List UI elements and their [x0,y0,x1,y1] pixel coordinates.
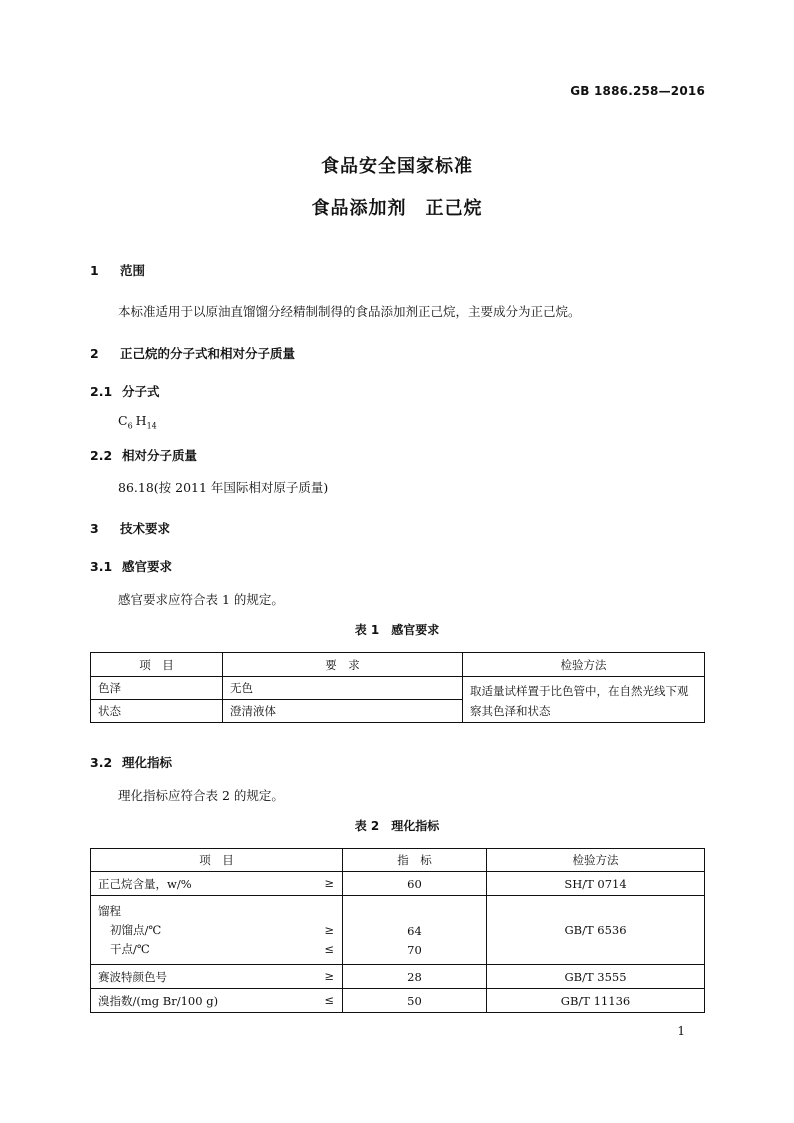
table-cell: 赛波特颜色号 ≥ [91,965,343,989]
section-title: 理化指标 [122,755,173,770]
section-2-2-heading [90,446,197,464]
section-3-2-heading [90,753,172,771]
table-cell: 28 [343,965,487,989]
table-header: 要 求 [223,653,463,677]
table-2-caption: 表 2 理化指标 [354,819,440,833]
standard-number: GB 1886.258—2016 [570,84,705,98]
table-cell: 色泽 [91,677,223,700]
table-row [91,872,705,896]
table-1-caption: 表 1 感官要求 [354,623,440,637]
table-cell: 取适量试样置于比色管中，在自然光线下观察其色泽和状态 [463,677,705,723]
section-2-1-heading [90,382,160,400]
section-title: 技术要求 [120,521,171,536]
table-header: 检验方法 [487,849,705,872]
page-title: 食品安全国家标准 [321,156,473,177]
section-1-text: 本标准适用于以原油直馏馏分经精制制得的食品添加剂正己烷，主要成分为正己烷。 [118,304,581,319]
page-number: 1 [677,1024,685,1038]
section-2-heading [90,344,295,362]
table-cell: 正己烷含量，w/% ≥ [91,872,343,896]
section-number: 2.2 [90,448,113,463]
table-cell: 60 [343,872,487,896]
section-number: 3 [90,521,99,536]
section-title: 相对分子质量 [122,448,198,463]
section-number: 1 [90,263,99,278]
table-cell: GB/T 3555 [487,965,705,989]
table-header: 项 目 [91,653,223,677]
table-row [91,677,705,700]
section-title: 分子式 [122,384,160,399]
table-cell: GB/T 6536 [487,896,705,965]
table-cell: 澄清液体 [223,700,463,723]
table-header: 指 标 [343,849,487,872]
molecular-mass-text: 86.18(按 2011 年国际相对原子质量) [118,480,329,495]
table-row [91,965,705,989]
table-cell: GB/T 11136 [487,989,705,1013]
physicochemical-table [90,848,705,1013]
section-title: 范围 [120,263,146,278]
section-title: 正己烷的分子式和相对分子质量 [120,346,296,361]
table-row [91,989,705,1013]
page-subtitle: 食品添加剂 正己烷 [311,198,483,219]
section-number: 3.2 [90,755,113,770]
table-cell: 溴指数/(mg Br/100 g) ≤ [91,989,343,1013]
section-title: 感官要求 [122,559,173,574]
section-3-1-text: 感官要求应符合表 1 的规定。 [118,592,284,607]
table-header: 检验方法 [463,653,705,677]
table-row [91,896,705,965]
table-cell: 馏程 初馏点/℃ ≥ 干点/℃ ≤ [91,896,343,965]
molecular-formula: $C_6$ $H_{14}$ [118,413,157,431]
section-number: 2 [90,346,99,361]
sensory-requirements-table [90,652,705,723]
table-cell: 50 [343,989,487,1013]
section-3-1-heading [90,557,172,575]
table-cell: 无色 [223,677,463,700]
section-number: 3.1 [90,559,113,574]
table-cell: 64 70 [343,896,487,965]
section-3-heading [90,519,170,537]
section-1-heading [90,261,145,279]
table-cell: SH/T 0714 [487,872,705,896]
table-cell: 状态 [91,700,223,723]
section-number: 2.1 [90,384,113,399]
section-3-2-text: 理化指标应符合表 2 的规定。 [118,788,284,803]
table-header: 项 目 [91,849,343,872]
